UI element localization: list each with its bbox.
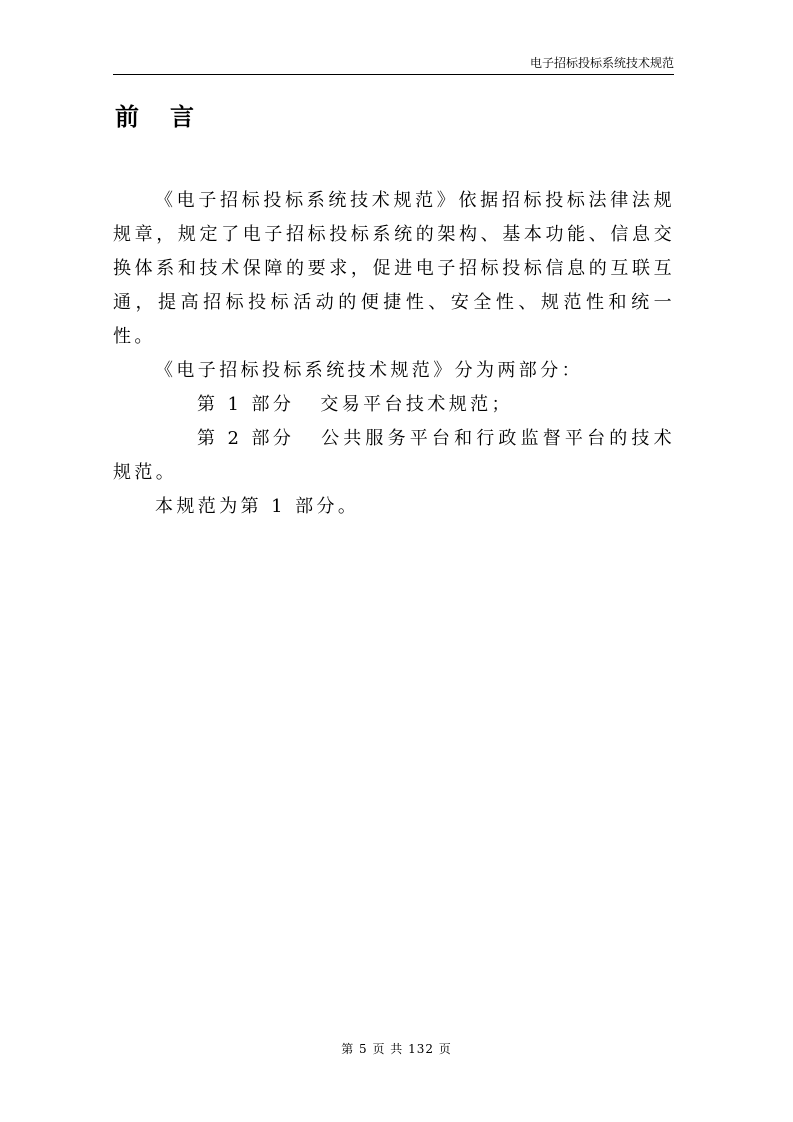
section-title-char-2: 言 xyxy=(170,102,194,131)
header-title: 电子招标投标系统技术规范 xyxy=(529,56,674,70)
section-title-char-1: 前 xyxy=(115,102,139,131)
paragraph-parts-overview: 《电子招标投标系统技术规范》分为两部分： xyxy=(155,360,583,381)
part-2-label: 第 2 部分 xyxy=(197,428,295,449)
page-footer: 第 5 页 共 132 页 xyxy=(341,1042,452,1056)
part-1-text: 交易平台技术规范； xyxy=(320,394,513,415)
part-1-label: 第 1 部分 xyxy=(197,394,295,415)
part-2-item xyxy=(113,422,675,490)
paragraph-scope: 本规范为第 1 部分。 xyxy=(155,496,360,517)
part-2-text: 公共服务平台和行政监督平台的技术规范。 xyxy=(113,428,675,483)
page-header xyxy=(113,50,674,75)
section-title xyxy=(115,102,194,132)
part-1-item xyxy=(113,388,675,422)
body-text xyxy=(113,184,675,524)
paragraph-intro: 《电子招标投标系统技术规范》依据招标投标法律法规规章，规定了电子招标投标系统的架构、基本功能、信息交换体系和技术保障的要求，促进电子招标投标信息的互联互通，提高招标投标活动的便捷性、安全性、规范性和统一性。 xyxy=(113,190,675,347)
